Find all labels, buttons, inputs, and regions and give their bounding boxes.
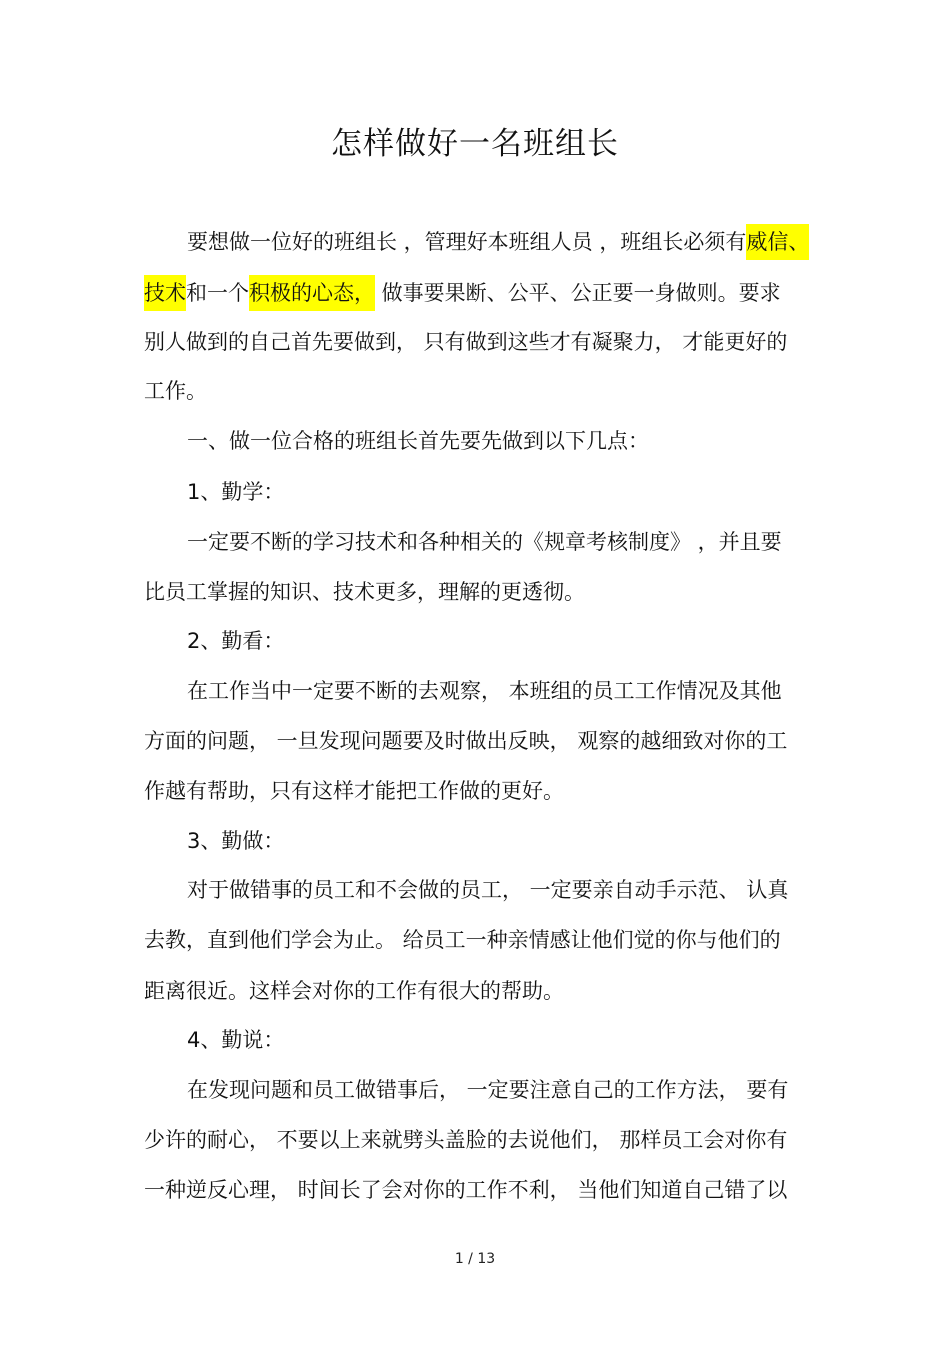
highlighted-text: 威信、: [746, 224, 809, 260]
intro-line-2: [144, 278, 781, 308]
paragraph-line: 一定要不断的学习技术和各种相关的《规章考核制度》 ，并且要: [187, 530, 782, 554]
item-heading: 1、勤学：: [187, 480, 285, 504]
paragraph-line: 去教，直到他们学会为止。 给员工一种亲情感让他们觉的你与他们的: [144, 928, 781, 952]
item-heading: 2、勤看：: [187, 629, 285, 653]
paragraph-line: 比员工掌握的知识、技术更多，理解的更透彻。: [144, 580, 585, 604]
intro-text: 和一个: [186, 281, 249, 305]
highlighted-text: 技术: [144, 275, 186, 311]
paragraph-line: 在发现问题和员工做错事后， 一定要注意自己的工作方法， 要有: [187, 1078, 789, 1102]
intro-line-4: 工作。: [144, 379, 207, 403]
highlighted-text: 积极的心态，: [249, 275, 375, 311]
paragraph-line: 对于做错事的员工和不会做的员工， 一定要亲自动手示范、 认真: [187, 878, 789, 902]
intro-line-3: 别人做到的自己首先要做到， 只有做到这些才有凝聚力， 才能更好的: [144, 330, 788, 354]
intro-text: 做事要果断、公平、公正要一身做则。要求: [375, 281, 781, 305]
intro-text: 要想做一位好的班组长 ，管理好本班组人员 ，班组长必须有: [187, 230, 747, 254]
item-heading: 4、勤说：: [187, 1028, 285, 1052]
intro-line-1: [187, 227, 809, 257]
paragraph-line: 距离很近。这样会对你的工作有很大的帮助。: [144, 979, 564, 1003]
paragraph-line: 一种逆反心理， 时间长了会对你的工作不利， 当他们知道自己错了以: [144, 1178, 788, 1202]
paragraph-line: 作越有帮助，只有这样才能把工作做的更好。: [144, 779, 564, 803]
paragraph-line: 方面的问题， 一旦发现问题要及时做出反映， 观察的越细致对你的工: [144, 729, 788, 753]
section-heading: 一、做一位合格的班组长首先要先做到以下几点：: [187, 429, 649, 453]
document-title: 怎样做好一名班组长: [331, 126, 619, 162]
page-number: 1 / 13: [454, 1251, 496, 1267]
paragraph-line: 少许的耐心， 不要以上来就劈头盖脸的去说他们， 那样员工会对你有: [144, 1128, 788, 1152]
item-heading: 3、勤做：: [187, 829, 285, 853]
paragraph-line: 在工作当中一定要不断的去观察， 本班组的员工工作情况及其他: [187, 679, 782, 703]
